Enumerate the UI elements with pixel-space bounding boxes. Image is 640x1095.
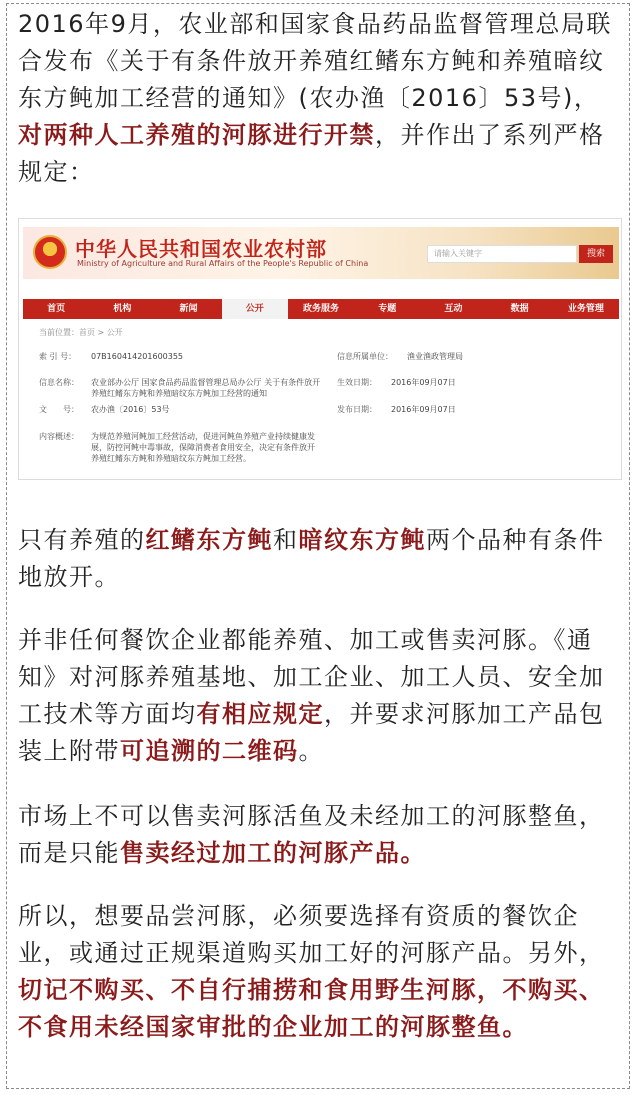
species-highlight-red: 红鳍东方鲀 bbox=[145, 526, 273, 554]
publish-date-value: 2016年09月07日 bbox=[391, 405, 456, 414]
market-highlight: 售卖经过加工的河豚产品。 bbox=[120, 839, 426, 867]
nav-topics[interactable]: 专题 bbox=[378, 304, 397, 314]
advice-highlight: 切记不购买、不自行捕捞和食用野生河豚，不购买、不食用未经国家审批的企业加工的河豚整鱼。 bbox=[18, 976, 605, 1041]
nav-interaction[interactable]: 互动 bbox=[444, 304, 463, 314]
paragraph-regulations bbox=[18, 622, 618, 770]
paragraph-market bbox=[18, 798, 618, 872]
index-value: 07B160414201600355 bbox=[91, 352, 184, 361]
site-nav bbox=[23, 299, 619, 319]
nav-business[interactable]: 业务管理 bbox=[567, 304, 604, 314]
dept-value: 渔业渔政管理局 bbox=[407, 352, 463, 361]
summary-value: 为规范养殖河鲀加工经营活动，促进河鲀鱼养殖产业持续健康发展，防控河鲀中毒事故，保障消费者食用安全，决定有条件放开养殖红鳍东方鲀和养殖暗纹东方鲀加工经营。 bbox=[91, 432, 315, 463]
advice-text: 所以，想要品尝河豚，必须要选择有资质的餐饮企业，或通过正规渠道购买加工好的河豚产品。另外， bbox=[18, 902, 605, 967]
regulations-highlight: 有相应规定 bbox=[196, 700, 324, 728]
dept-label: 信息所属单位： bbox=[337, 352, 393, 361]
doc-number-label: 文 号： bbox=[39, 405, 79, 414]
summary-label: 内容概述： bbox=[39, 432, 79, 441]
nav-home[interactable]: 首页 bbox=[47, 304, 66, 314]
market-text: 市场上不可以售卖河豚活鱼及未经加工的河豚整鱼，而是只能 bbox=[18, 802, 605, 867]
effective-date-value: 2016年09月07日 bbox=[391, 378, 456, 387]
national-emblem-icon bbox=[33, 235, 67, 269]
species-highlight-dark: 暗纹东方鲀 bbox=[298, 526, 426, 554]
nav-data[interactable]: 数据 bbox=[510, 304, 529, 314]
site-subtitle: Ministry of Agriculture and Rural Affairs of the People's Republic of China bbox=[77, 259, 369, 268]
regulations-text-end: 。 bbox=[298, 737, 324, 765]
intro-text-end: ，并作出了系列严格规定： bbox=[18, 121, 605, 186]
qrcode-highlight: 可追溯的二维码 bbox=[120, 737, 299, 765]
nav-organization[interactable]: 机构 bbox=[113, 304, 132, 314]
paragraph-intro bbox=[18, 6, 618, 191]
regulations-text: 并非任何餐饮企业都能养殖、加工或售卖河豚。《通知》对河豚养殖基地、加工企业、加工人员、安全加工技术等方面均 bbox=[18, 626, 605, 728]
species-text-end: 两个品种有条件地放开。 bbox=[18, 526, 605, 591]
doc-number-value: 农办渔〔2016〕53号 bbox=[91, 405, 170, 414]
embedded-screenshot bbox=[18, 218, 622, 480]
paragraph-species bbox=[18, 522, 618, 596]
regulations-text-mid: ，并要求河豚加工产品包装上附带 bbox=[18, 700, 605, 765]
info-name-label: 信息名称： bbox=[39, 378, 79, 387]
species-text: 只有养殖的 bbox=[18, 526, 146, 554]
nav-news[interactable]: 新闻 bbox=[179, 304, 198, 314]
search-button[interactable]: 搜索 bbox=[579, 245, 613, 263]
nav-public[interactable]: 公开 bbox=[222, 299, 288, 319]
site-banner bbox=[23, 227, 619, 279]
effective-date-label: 生效日期： bbox=[337, 378, 377, 387]
species-and: 和 bbox=[273, 526, 299, 554]
intro-highlight: 对两种人工养殖的河豚进行开禁 bbox=[18, 121, 375, 149]
intro-text: 2016年9月，农业部和国家食品药品监督管理总局联合发布《关于有条件放开养殖红鳍东方鲀和养殖暗纹东方鲀加工经营的通知》(农办渔〔2016〕53号)， bbox=[18, 10, 612, 112]
index-label: 索 引 号： bbox=[39, 352, 77, 361]
paragraph-advice bbox=[18, 898, 618, 1046]
breadcrumb: 当前位置：首页 > 公开 bbox=[39, 328, 123, 337]
info-name-value: 农业部办公厅 国家食品药品监督管理总局办公厅 关于有条件放开养殖红鳍东方鲀和养殖暗纹东方鲀加工经营的通知 bbox=[91, 378, 321, 398]
site-title: 中华人民共和国农业农村部 bbox=[75, 237, 327, 261]
search-input[interactable]: 请输入关键字 bbox=[427, 245, 577, 263]
nav-services[interactable]: 政务服务 bbox=[302, 304, 339, 314]
publish-date-label: 发布日期： bbox=[337, 405, 377, 414]
